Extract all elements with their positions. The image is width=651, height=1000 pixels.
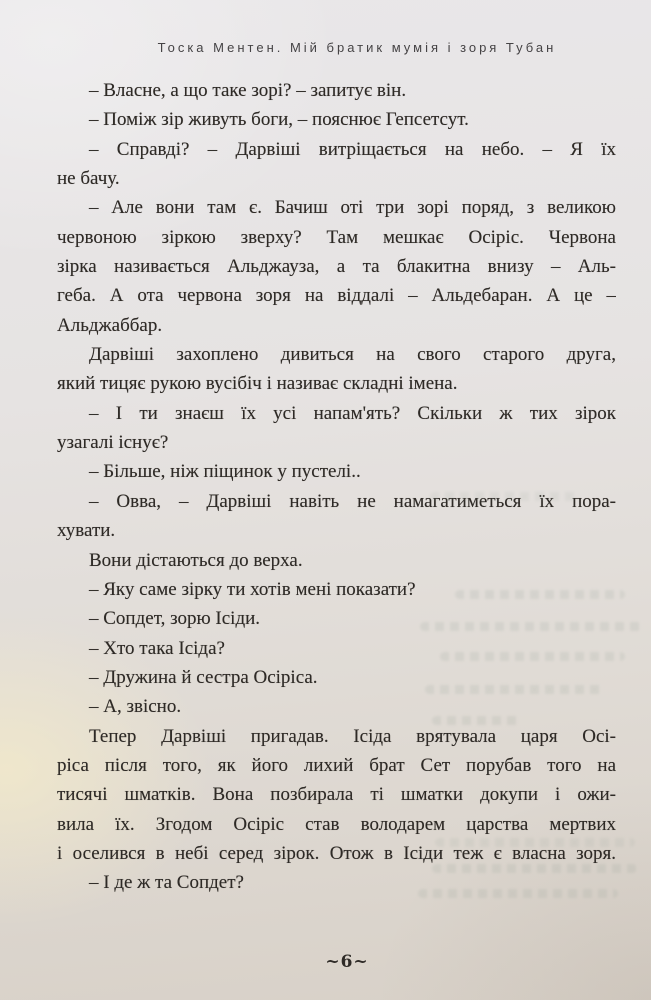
- text-line: – Поміж зір живуть боги, – пояснює Гепсетсут.: [89, 109, 469, 131]
- bleed-through-text: [420, 622, 645, 631]
- bleed-through-text: [418, 889, 618, 898]
- page-body-text: [57, 76, 616, 898]
- text-line: – Дружина й сестра Осіріса.: [89, 666, 318, 688]
- bleed-through-text: [435, 838, 635, 847]
- text-line: – Більше, ніж піщинок у пустелі..: [89, 461, 361, 483]
- text-line: – Яку саме зірку ти хотів мені показати?: [89, 578, 416, 600]
- text-line: Альджаббар.: [57, 314, 163, 336]
- text-line: – Овва, – Дарвіші навіть не намагатиметься їх пора-: [89, 490, 616, 512]
- text-line: ріса після того, як його лихий брат Сет порубав того на: [57, 754, 616, 776]
- text-line: – І ти знаєш їх усі напам'ять? Скільки ж тих зірок: [89, 402, 616, 424]
- bleed-through-text: [455, 590, 625, 599]
- text-line: геба. А ота червона зоря на віддалі – Альдебаран. А це –: [57, 285, 616, 307]
- text-line: зірка називається Альджауза, а та блакитна внизу – Аль-: [57, 256, 616, 278]
- bleed-through-text: [430, 492, 580, 501]
- text-line: – Справді? – Дарвіші витріщається на небо. – Я їх: [89, 138, 616, 160]
- text-line: – Сопдет, зорю Ісіди.: [89, 608, 261, 630]
- bleed-through-text: [425, 685, 605, 694]
- text-line: Тепер Дарвіші пригадав. Ісіда врятувала царя Осі-: [89, 725, 616, 747]
- text-line: не бачу.: [57, 168, 120, 190]
- text-line: узагалі існує?: [57, 432, 169, 454]
- text-line: – Власне, а що таке зорі? – запитує він.: [89, 80, 407, 101]
- bleed-through-text: [432, 716, 520, 725]
- text-line: Дарвіші захоплено дивиться на свого старого друга,: [89, 344, 616, 366]
- text-line: Вони дістаються до верха.: [89, 549, 303, 571]
- text-line: – І де ж та Сопдет?: [89, 872, 244, 894]
- text-line: – Але вони там є. Бачиш оті три зорі поряд, з великою: [89, 197, 616, 219]
- text-line: який тицяє рукою вусібіч і називає складні імена.: [57, 373, 458, 395]
- text-line: – А, звісно.: [89, 696, 182, 718]
- text-line: і оселився в небі серед зірок. Отож в Ісіди теж є власна зоря.: [57, 842, 616, 864]
- running-header: Тоска Ментен. Мій братик мумія і зоря Тубан: [157, 40, 557, 55]
- text-line: – Хто така Ісіда?: [89, 637, 225, 659]
- page-number: ~6~: [325, 952, 369, 972]
- text-line: тисячі шматків. Вона позбирала ті шматки докупи і ожи-: [57, 784, 616, 806]
- text-line: червоною зіркою зверху? Там мешкає Осіріс. Червона: [57, 226, 616, 248]
- text-line: вила їх. Згодом Осіріс став володарем царства мертвих: [57, 813, 616, 835]
- text-line: хувати.: [57, 520, 116, 542]
- bleed-through-text: [432, 864, 637, 873]
- bleed-through-text: [440, 652, 625, 661]
